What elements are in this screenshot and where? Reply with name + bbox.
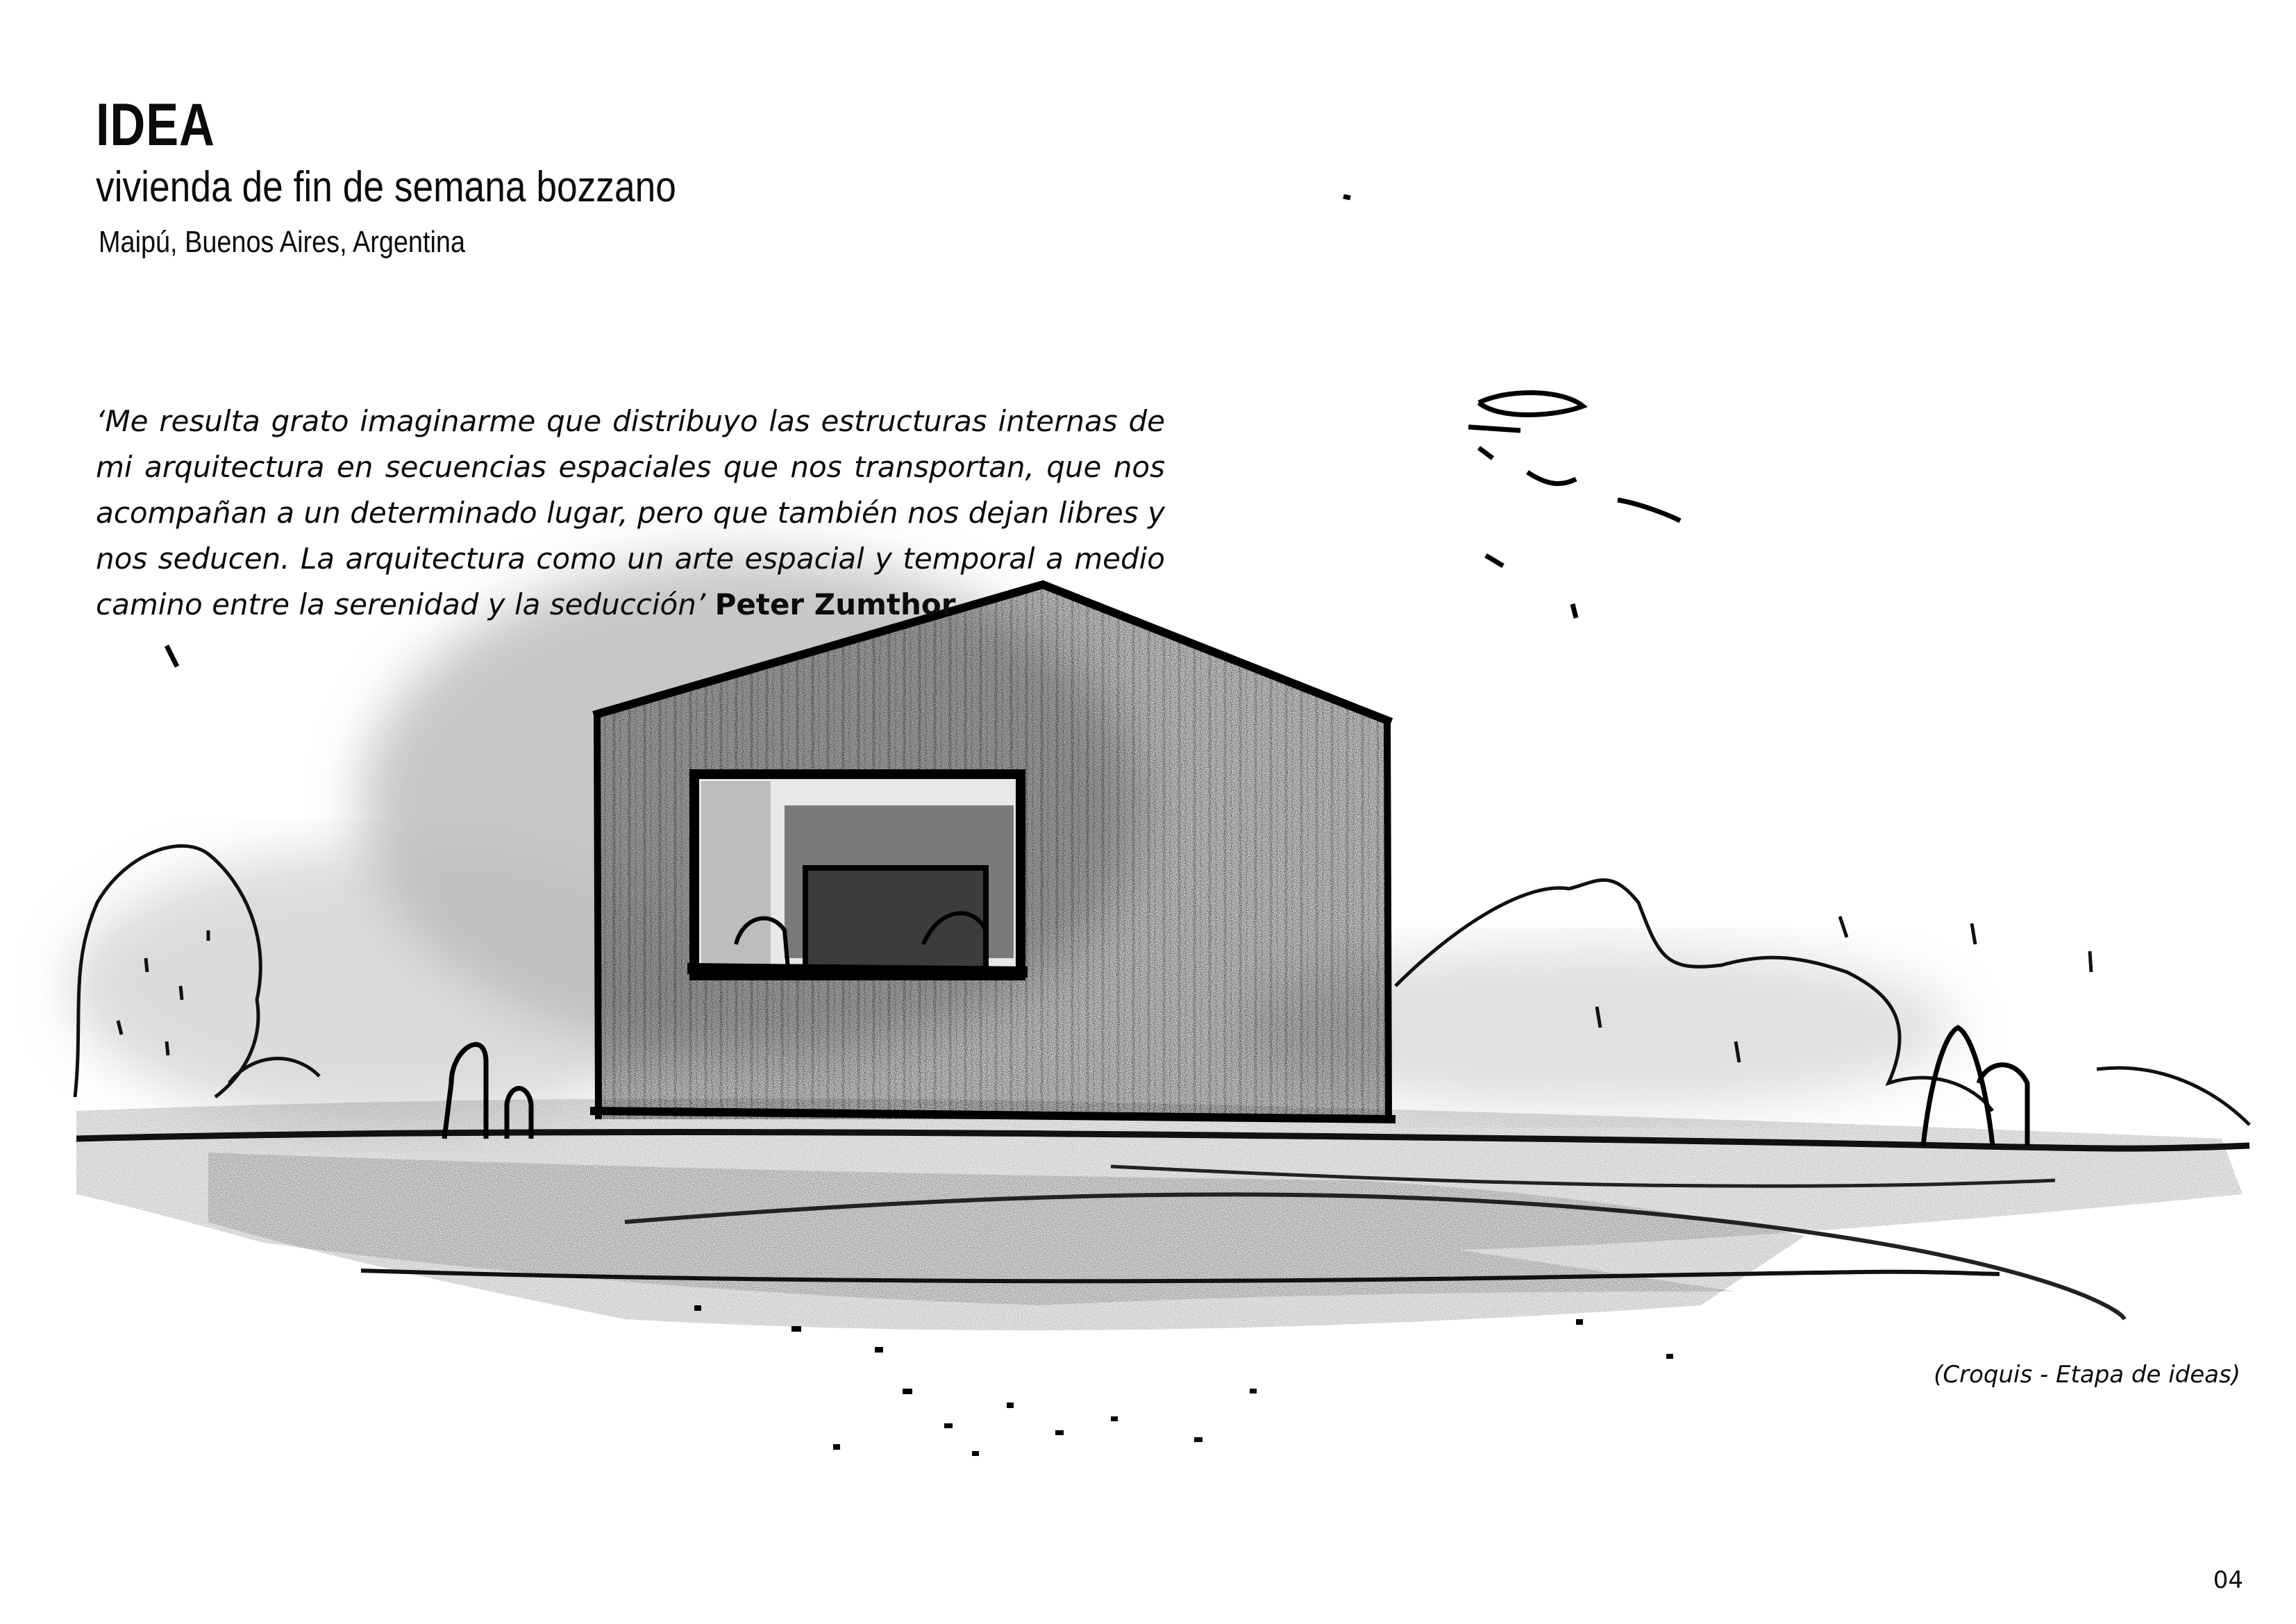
project-location: Maipú, Buenos Aires, Argentina <box>99 225 465 259</box>
page-title: IDEA <box>96 92 215 158</box>
quote-text: ‘Me resulta grato imaginarme que distribuyo las estructuras internas de mi arquitectura en secuencias espaciales que nos transportan, que nos acompañan a un determinado lugar, pero que también nos dejan libres y nos seducen. La arquitectura como un arte espacial y temporal a medio camino entre la serenidad y la seducción’ <box>96 404 1165 621</box>
project-subtitle: vivienda de fin de semana bozzano <box>96 163 676 211</box>
sketch-caption: (Croquis - Etapa de ideas) <box>1934 1361 2240 1389</box>
page-number: 04 <box>2213 1566 2243 1594</box>
quote-author: Peter Zumthor <box>714 587 956 621</box>
quote-paragraph <box>96 399 1165 628</box>
heading-block <box>96 92 241 158</box>
